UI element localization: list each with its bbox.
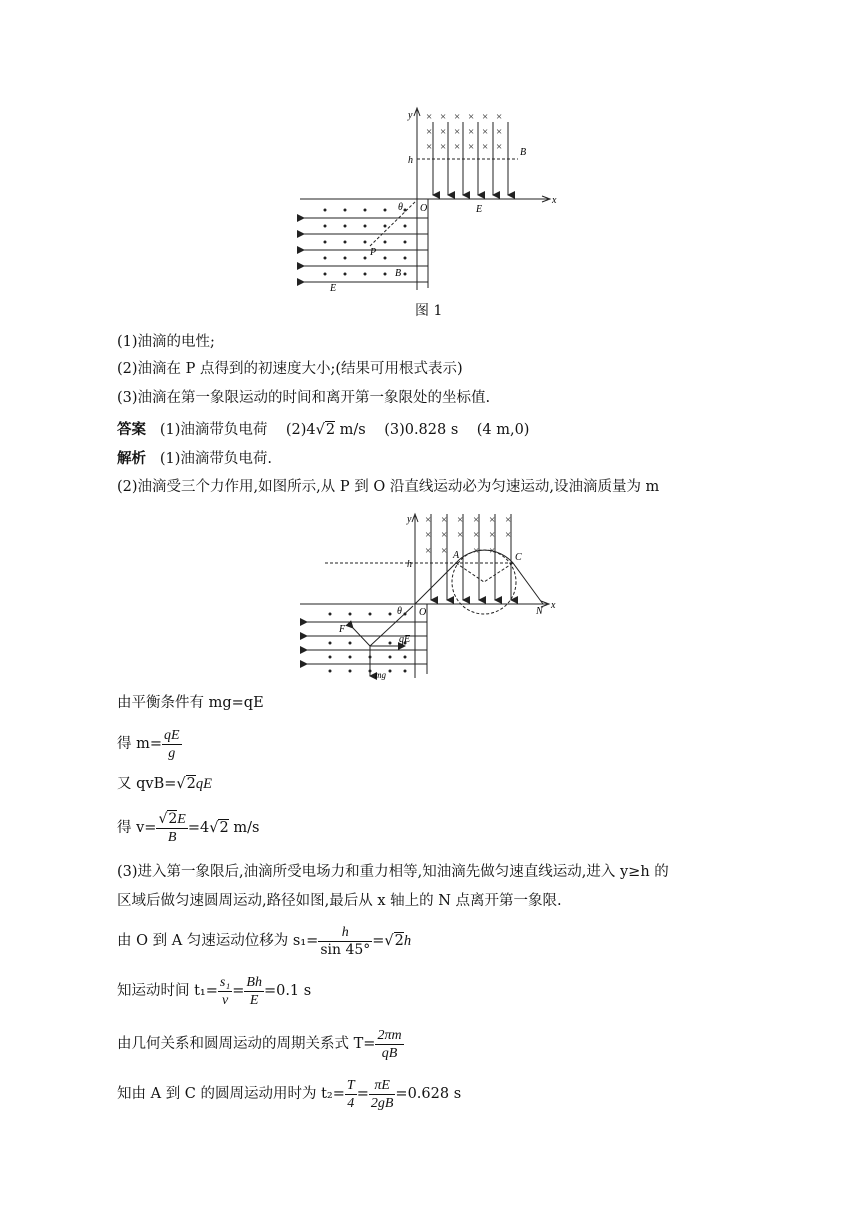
fig2-f-label: F <box>339 624 346 635</box>
eq-v-num-rest: E <box>177 811 186 827</box>
answer-3: (3)0.828 s <box>384 422 459 438</box>
analysis-line <box>117 449 272 469</box>
y-axis-label: y <box>408 110 413 121</box>
eq-t2-result: =0.628 s <box>395 1086 462 1102</box>
eq-period-den: qB <box>381 1045 398 1061</box>
question-2: (2)油滴在 P 点得到的初速度大小;(结果可用根式表示) <box>117 361 463 377</box>
svg-text:×: × <box>482 111 489 123</box>
eq-s1-prefix: 由 O 到 A 匀速运动位移为 s₁= <box>117 933 319 949</box>
eq-lorentz-root: 2 <box>186 776 196 792</box>
answer-1: (1)油滴带负电荷 <box>159 422 268 438</box>
answer-2-prefix: (2)4 <box>285 422 316 438</box>
eq-t1-num2: Bh <box>246 974 262 990</box>
svg-text:×: × <box>441 545 448 557</box>
eq-t2-eq: = <box>356 1086 369 1102</box>
eq-s1-rest: h <box>403 933 412 949</box>
analysis-p1: (1)油滴带负电荷. <box>159 451 272 467</box>
fig2-a-label: A <box>453 550 460 561</box>
sqrt-icon: √ <box>158 810 168 827</box>
fig2-x-label: x <box>551 600 556 611</box>
eq-s1-root: 2 <box>394 933 404 949</box>
eq-t1-prefix: 知运动时间 t₁= <box>117 983 218 999</box>
svg-text:×: × <box>426 111 433 123</box>
svg-text:×: × <box>505 514 512 526</box>
eq-t2-den1: 4 <box>347 1095 355 1111</box>
sqrt-icon: √ <box>384 933 394 949</box>
eq-t2-num1: T <box>346 1077 355 1093</box>
sqrt-icon: √ <box>176 776 186 792</box>
svg-text:×: × <box>496 141 503 153</box>
svg-text:×: × <box>440 141 447 153</box>
eq-v-num-root: 2 <box>168 810 178 827</box>
svg-text:×: × <box>496 111 503 123</box>
question-3: (3)油滴在第一象限运动的时间和离开第一象限处的坐标值. <box>117 390 491 406</box>
eq-s1-eq: = <box>372 933 385 949</box>
svg-text:×: × <box>457 514 464 526</box>
svg-text:×: × <box>489 514 496 526</box>
eq-t1-num1: s₁ <box>219 974 231 990</box>
x-axis-label: x <box>552 195 557 206</box>
b-label-left: B <box>395 268 402 279</box>
svg-text:×: × <box>454 126 461 138</box>
theta-label: θ <box>398 202 403 213</box>
eq-mass-num: qE <box>164 727 180 743</box>
svg-text:×: × <box>468 126 475 138</box>
sqrt-icon: √ <box>315 422 325 438</box>
fig2-origin-label: O <box>419 607 427 618</box>
svg-text:×: × <box>457 529 464 541</box>
eq-t2-num2: πE <box>369 1077 396 1095</box>
eq-t2-prefix: 知由 A 到 C 的圆周运动用时为 t₂= <box>117 1086 345 1102</box>
eq-s1-den: sin 45° <box>320 941 371 958</box>
sqrt-icon: √ <box>209 820 219 836</box>
h-label: h <box>408 155 413 166</box>
figure-1 <box>290 100 570 300</box>
eq-period-prefix: 由几何关系和圆周运动的周期关系式 T= <box>117 1036 376 1052</box>
fig2-n-label: N <box>536 606 543 617</box>
svg-text:×: × <box>454 141 461 153</box>
svg-text:×: × <box>496 126 503 138</box>
svg-text:×: × <box>441 514 448 526</box>
eq-s1-num: h <box>318 924 372 942</box>
magnetic-field-into-page <box>426 111 502 153</box>
fig2-h-label: h <box>407 559 412 570</box>
eq-v-result-root: 2 <box>219 820 229 836</box>
eq-period-num: 2πm <box>377 1027 402 1043</box>
magnetic-field-out-of-page <box>324 209 407 276</box>
svg-text:×: × <box>489 529 496 541</box>
eq-velocity <box>117 806 259 850</box>
fig2-mg-label: mg <box>375 670 386 680</box>
eq-v-result-unit: m/s <box>228 820 260 836</box>
fig2-theta-label: θ <box>397 606 402 617</box>
svg-text:×: × <box>473 545 480 557</box>
fig2-c-label: C <box>515 552 522 563</box>
eq-v-result-prefix: =4 <box>187 820 210 836</box>
eq-balance: 由平衡条件有 mg=qE <box>117 695 264 711</box>
eq-t1-den1: v <box>221 992 229 1008</box>
answer-label: 答案 <box>117 421 146 438</box>
svg-text:×: × <box>454 111 461 123</box>
eq-t2-den2: 2gB <box>370 1095 394 1111</box>
eq-mass <box>117 724 182 764</box>
eq-lorentz <box>117 774 212 794</box>
eq-p3-line2: 区域后做匀速圆周运动,路径如图,最后从 x 轴上的 N 点离开第一象限. <box>117 893 562 909</box>
svg-text:×: × <box>441 529 448 541</box>
eq-t2 <box>117 1072 461 1116</box>
svg-text:×: × <box>425 514 432 526</box>
eq-v-prefix: 得 v= <box>117 820 157 836</box>
eq-t1 <box>117 970 311 1012</box>
eq-lorentz-suffix: qE <box>195 776 212 792</box>
eq-t1-den2: E <box>249 992 259 1008</box>
svg-text:×: × <box>505 529 512 541</box>
svg-text:×: × <box>425 545 432 557</box>
figure-1-caption: 图 1 <box>415 303 443 319</box>
svg-text:×: × <box>473 514 480 526</box>
eq-mass-den: g <box>168 745 176 761</box>
eq-lorentz-prefix: 又 qvB= <box>117 776 177 792</box>
svg-text:×: × <box>489 545 496 557</box>
p-label: P <box>370 247 377 258</box>
analysis-p2: (2)油滴受三个力作用,如图所示,从 P 到 O 沿直线运动必为匀速运动,设油滴质量为 m <box>117 479 660 495</box>
e-label-right: E <box>476 204 483 215</box>
eq-p3-line1: (3)进入第一象限后,油滴所受电场力和重力相等,知油滴先做匀速直线运动,进入 y≥h 的 <box>117 864 669 880</box>
svg-text:×: × <box>473 529 480 541</box>
b-label-top: B <box>520 147 527 158</box>
answer-2-root: 2 <box>325 422 336 438</box>
eq-t1-eq: = <box>232 983 245 999</box>
eq-v-den: B <box>167 829 177 845</box>
svg-text:×: × <box>440 126 447 138</box>
svg-text:×: × <box>482 126 489 138</box>
question-1: (1)油滴的电性; <box>117 334 215 350</box>
svg-text:×: × <box>425 529 432 541</box>
answer-2-unit: m/s <box>335 422 366 438</box>
svg-text:×: × <box>426 126 433 138</box>
answer-4: (4 m,0) <box>476 422 530 438</box>
eq-t1-result: =0.1 s <box>263 983 312 999</box>
svg-text:×: × <box>482 141 489 153</box>
figure-2 <box>295 510 565 682</box>
eq-period <box>117 1022 404 1066</box>
fig2-qe-label: qE <box>399 634 411 645</box>
answer-line <box>117 420 529 440</box>
svg-text:×: × <box>440 111 447 123</box>
svg-text:×: × <box>468 141 475 153</box>
analysis-label: 解析 <box>117 450 146 467</box>
eq-s1 <box>117 920 411 962</box>
origin-label: O <box>420 203 428 214</box>
fig2-y-label: y <box>407 514 412 525</box>
svg-text:×: × <box>468 111 475 123</box>
e-label-left: E <box>330 283 337 294</box>
svg-text:×: × <box>426 141 433 153</box>
eq-mass-prefix: 得 m= <box>117 736 163 752</box>
